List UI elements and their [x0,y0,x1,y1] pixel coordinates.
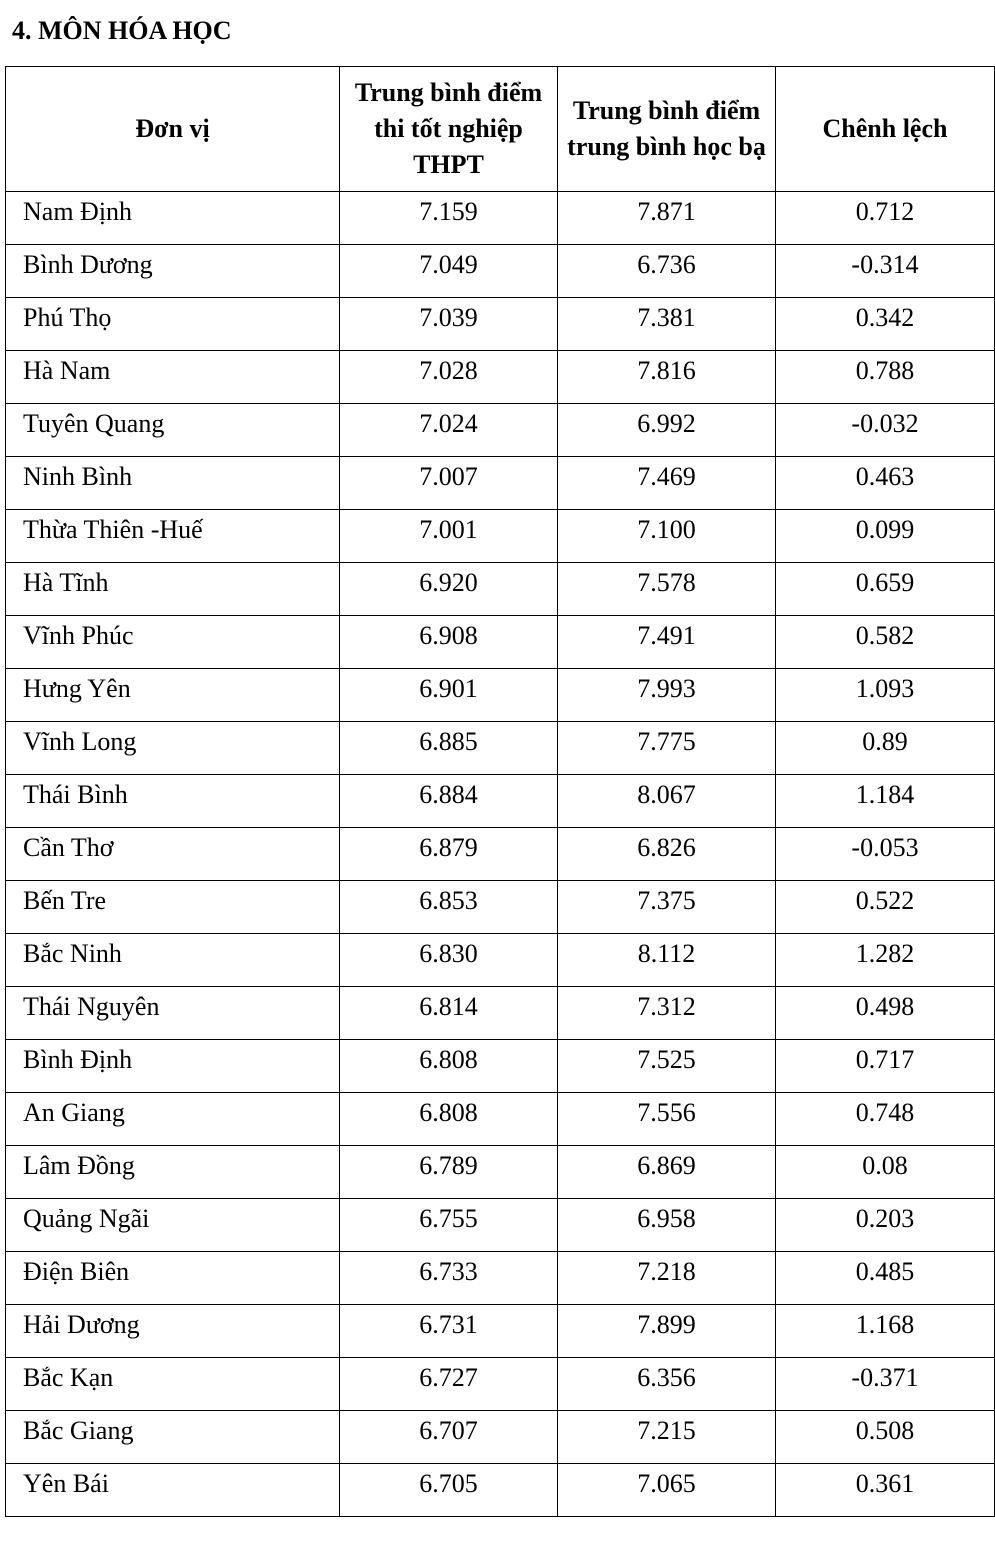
unit-cell: Bắc Ninh [6,934,340,987]
header-difference: Chênh lệch [776,67,995,192]
exam-average-cell: 6.884 [340,775,558,828]
unit-cell: Hải Dương [6,1305,340,1358]
exam-average-cell: 6.908 [340,616,558,669]
unit-cell: Yên Bái [6,1464,340,1517]
transcript-average-cell: 7.556 [558,1093,776,1146]
table-row [6,1358,995,1411]
difference-cell: 0.659 [776,563,995,616]
difference-cell: 1.093 [776,669,995,722]
difference-cell: 1.168 [776,1305,995,1358]
difference-cell: 0.203 [776,1199,995,1252]
header-exam-average: Trung bình điểm thi tốt nghiệp THPT [340,67,558,192]
unit-cell: Hà Tĩnh [6,563,340,616]
table-row [6,404,995,457]
exam-average-cell: 7.001 [340,510,558,563]
unit-cell: Vĩnh Long [6,722,340,775]
difference-cell: 0.508 [776,1411,995,1464]
unit-cell: Hà Nam [6,351,340,404]
transcript-average-cell: 6.869 [558,1146,776,1199]
difference-cell: 0.582 [776,616,995,669]
transcript-average-cell: 7.312 [558,987,776,1040]
exam-average-cell: 6.830 [340,934,558,987]
table-row [6,934,995,987]
transcript-average-cell: 7.816 [558,351,776,404]
difference-cell: 0.712 [776,192,995,245]
exam-average-cell: 6.705 [340,1464,558,1517]
transcript-average-cell: 7.469 [558,457,776,510]
unit-cell: Quảng Ngãi [6,1199,340,1252]
table-row [6,1146,995,1199]
table-row [6,828,995,881]
table-row [6,1199,995,1252]
table-row [6,1305,995,1358]
table-row [6,1464,995,1517]
exam-average-cell: 6.731 [340,1305,558,1358]
table-row [6,1093,995,1146]
unit-cell: Bình Định [6,1040,340,1093]
exam-average-cell: 6.733 [340,1252,558,1305]
exam-average-cell: 7.024 [340,404,558,457]
table-row [6,351,995,404]
difference-cell: -0.053 [776,828,995,881]
unit-cell: Bến Tre [6,881,340,934]
difference-cell: 0.89 [776,722,995,775]
transcript-average-cell: 7.375 [558,881,776,934]
table-row [6,881,995,934]
difference-cell: 0.361 [776,1464,995,1517]
difference-cell: 0.342 [776,298,995,351]
difference-cell: 0.522 [776,881,995,934]
table-row [6,1252,995,1305]
unit-cell: Phú Thọ [6,298,340,351]
unit-cell: Bắc Giang [6,1411,340,1464]
table-header-row [6,67,995,192]
table-body [6,192,995,1517]
exam-average-cell: 6.808 [340,1040,558,1093]
transcript-average-cell: 7.899 [558,1305,776,1358]
exam-average-cell: 6.814 [340,987,558,1040]
header-transcript-average: Trung bình điểm trung bình học bạ [558,67,776,192]
unit-cell: Điện Biên [6,1252,340,1305]
exam-average-cell: 7.049 [340,245,558,298]
section-title: 4. MÔN HÓA HỌC [12,16,232,45]
difference-cell: 0.498 [776,987,995,1040]
exam-average-cell: 7.159 [340,192,558,245]
exam-average-cell: 6.901 [340,669,558,722]
unit-cell: Nam Định [6,192,340,245]
transcript-average-cell: 7.578 [558,563,776,616]
exam-average-cell: 6.853 [340,881,558,934]
unit-cell: Thái Bình [6,775,340,828]
difference-cell: -0.032 [776,404,995,457]
table-row [6,245,995,298]
unit-cell: Vĩnh Phúc [6,616,340,669]
unit-cell: Bình Dương [6,245,340,298]
transcript-average-cell: 7.491 [558,616,776,669]
table-row [6,616,995,669]
transcript-average-cell: 7.100 [558,510,776,563]
difference-cell: 0.748 [776,1093,995,1146]
difference-cell: -0.314 [776,245,995,298]
transcript-average-cell: 7.525 [558,1040,776,1093]
exam-average-cell: 6.885 [340,722,558,775]
transcript-average-cell: 8.112 [558,934,776,987]
difference-cell: 0.463 [776,457,995,510]
table-row [6,1411,995,1464]
exam-average-cell: 7.007 [340,457,558,510]
transcript-average-cell: 7.381 [558,298,776,351]
transcript-average-cell: 8.067 [558,775,776,828]
exam-average-cell: 7.028 [340,351,558,404]
transcript-average-cell: 7.218 [558,1252,776,1305]
unit-cell: Bắc Kạn [6,1358,340,1411]
table-row [6,510,995,563]
difference-cell: 1.282 [776,934,995,987]
unit-cell: Thái Nguyên [6,987,340,1040]
transcript-average-cell: 6.826 [558,828,776,881]
table-row [6,669,995,722]
exam-average-cell: 6.707 [340,1411,558,1464]
transcript-average-cell: 7.871 [558,192,776,245]
table-row [6,192,995,245]
table-row [6,563,995,616]
table-row [6,298,995,351]
difference-cell: 0.788 [776,351,995,404]
table-row [6,1040,995,1093]
header-unit: Đơn vị [6,67,340,192]
unit-cell: An Giang [6,1093,340,1146]
difference-cell: -0.371 [776,1358,995,1411]
exam-average-cell: 6.808 [340,1093,558,1146]
transcript-average-cell: 6.356 [558,1358,776,1411]
exam-average-cell: 6.727 [340,1358,558,1411]
unit-cell: Lâm Đồng [6,1146,340,1199]
transcript-average-cell: 7.215 [558,1411,776,1464]
difference-cell: 0.485 [776,1252,995,1305]
exam-average-cell: 6.755 [340,1199,558,1252]
transcript-average-cell: 7.775 [558,722,776,775]
unit-cell: Cần Thơ [6,828,340,881]
score-table [5,66,995,1517]
table-row [6,987,995,1040]
exam-average-cell: 6.789 [340,1146,558,1199]
transcript-average-cell: 6.736 [558,245,776,298]
table-row [6,722,995,775]
transcript-average-cell: 7.065 [558,1464,776,1517]
transcript-average-cell: 6.958 [558,1199,776,1252]
exam-average-cell: 6.879 [340,828,558,881]
exam-average-cell: 7.039 [340,298,558,351]
table-row [6,457,995,510]
exam-average-cell: 6.920 [340,563,558,616]
unit-cell: Thừa Thiên -Huế [6,510,340,563]
difference-cell: 0.08 [776,1146,995,1199]
table-row [6,775,995,828]
transcript-average-cell: 6.992 [558,404,776,457]
unit-cell: Tuyên Quang [6,404,340,457]
difference-cell: 1.184 [776,775,995,828]
unit-cell: Hưng Yên [6,669,340,722]
transcript-average-cell: 7.993 [558,669,776,722]
unit-cell: Ninh Bình [6,457,340,510]
difference-cell: 0.099 [776,510,995,563]
difference-cell: 0.717 [776,1040,995,1093]
